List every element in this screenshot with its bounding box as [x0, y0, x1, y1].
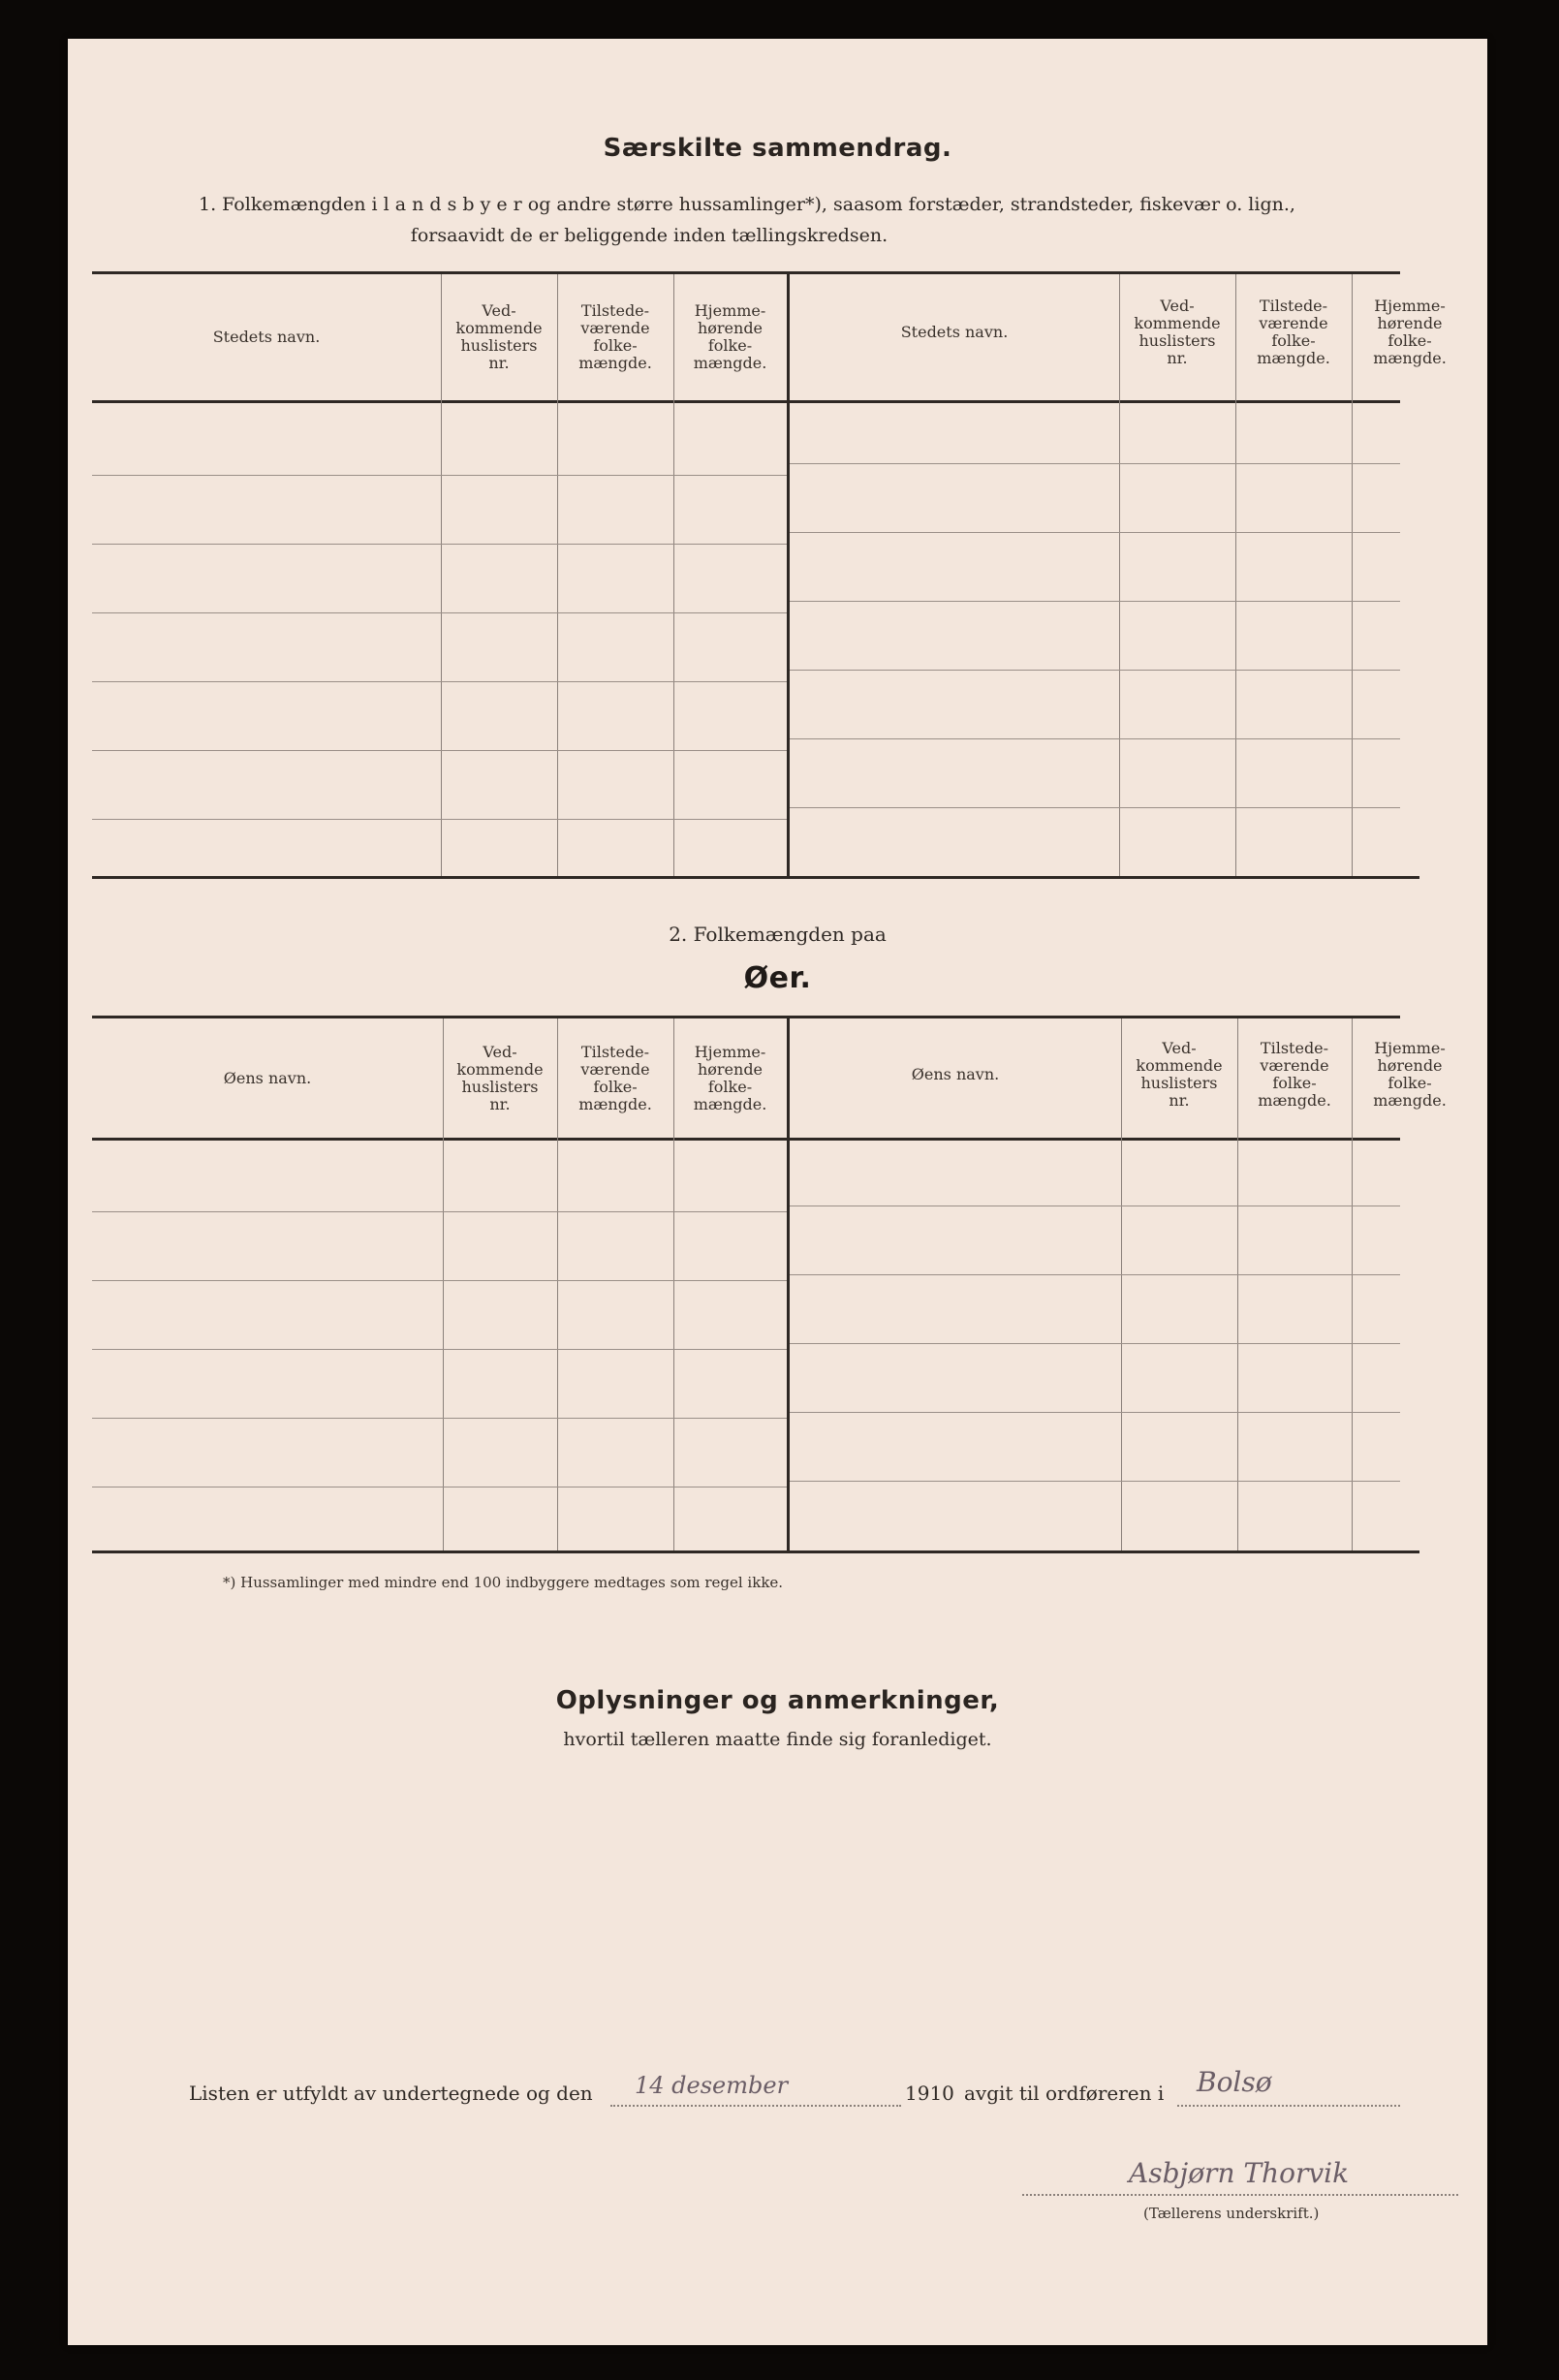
- col-oer-hjemmehorende-right: Hjemme- hørende folke- mængde.: [1373, 1038, 1447, 1110]
- col-oer-hjemmehorende-left: Hjemme- hørende folke- mængde.: [693, 1042, 767, 1113]
- handwritten-place: Bolsø: [1197, 2066, 1272, 2098]
- col-hjemmehorende-left: Hjemme- hørende folke- mængde.: [693, 301, 767, 372]
- col-oens-navn-left: Øens navn.: [223, 1068, 312, 1087]
- col-tilstedevaerende-left: Tilstede- værende folke- mængde.: [578, 301, 652, 372]
- col-stedets-navn-right: Stedets navn.: [900, 323, 1009, 341]
- col-huslister-nr-left: Ved- kommende huslisters nr.: [455, 301, 543, 372]
- col-oer-tilstedevaerende-right: Tilstede- værende folke- mængde.: [1258, 1038, 1331, 1110]
- section2-intro: 2. Folkemængden paa: [669, 923, 887, 946]
- section1-intro-line1: 1. Folkemængden i l a n d s b y e r og andre større hussamlinger*), saasom forstæder, strandsteder, fiskevær o. lign.,: [199, 194, 1295, 215]
- census-form-page: [68, 39, 1487, 2345]
- col-oer-tilstedevaerende-left: Tilstede- værende folke- mængde.: [578, 1042, 652, 1113]
- signature-prefix: Listen er utfyldt av undertegnede og den: [189, 2082, 593, 2105]
- remarks-title: Oplysninger og anmerkninger,: [555, 1686, 1000, 1715]
- col-oens-navn-right: Øens navn.: [911, 1064, 1000, 1083]
- col-hjemmehorende-right: Hjemme- hørende folke- mængde.: [1373, 297, 1447, 367]
- col-stedets-navn-left: Stedets navn.: [212, 328, 321, 346]
- signature-middle: avgit til ordføreren i: [964, 2082, 1165, 2105]
- handwritten-date: 14 desember: [635, 2072, 789, 2099]
- page-title: Særskilte sammendrag.: [603, 134, 952, 163]
- remarks-subtitle: hvortil tælleren maatte finde sig foranlediget.: [563, 1729, 992, 1750]
- col-oer-huslister-nr-right: Ved- kommende huslisters nr.: [1136, 1038, 1223, 1110]
- signature-caption: (Tællerens underskrift.): [1143, 2205, 1320, 2222]
- section1-intro-line2: forsaavidt de er beliggende inden tællingskredsen.: [410, 225, 889, 246]
- signature-year: 1910: [905, 2082, 954, 2105]
- col-tilstedevaerende-right: Tilstede- værende folke- mængde.: [1257, 297, 1330, 367]
- section2-heading: Øer.: [743, 961, 812, 995]
- counter-signature: Asbjørn Thorvik: [1129, 2157, 1350, 2189]
- col-huslister-nr-right: Ved- kommende huslisters nr.: [1134, 297, 1221, 367]
- footnote: *) Hussamlinger med mindre end 100 indbyggere medtages som regel ikke.: [223, 1574, 784, 1591]
- col-oer-huslister-nr-left: Ved- kommende huslisters nr.: [456, 1042, 544, 1113]
